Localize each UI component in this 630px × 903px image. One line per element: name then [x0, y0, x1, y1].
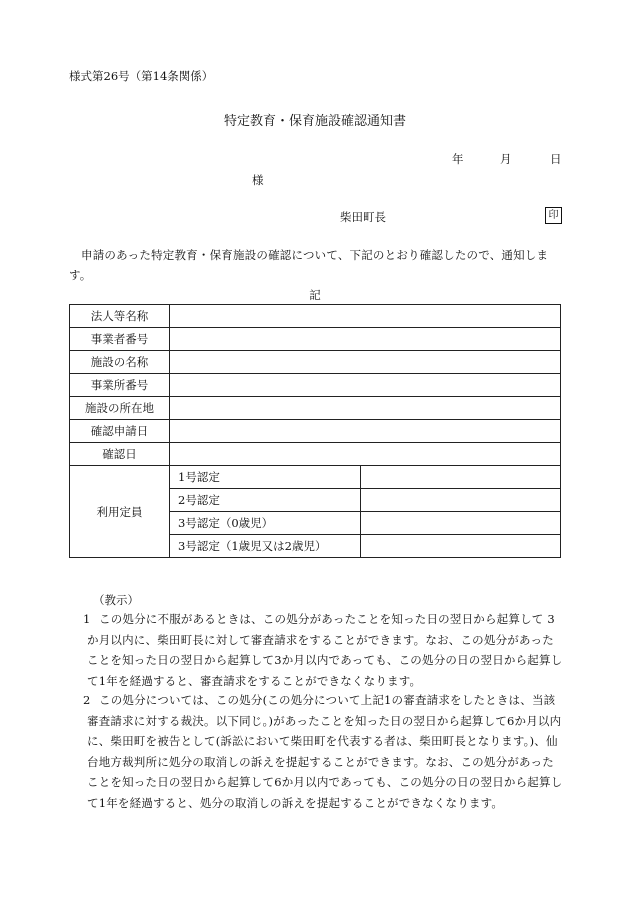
- notice-item-text: この処分に不服があるときは、この処分があったことを知った日の翌日から起算して 3か月以内に、柴田町長に対して審査請求をすることができます。なお、この処分があったことを知った日の翌日から起算して3か月以内であっても、この処分の日の翌日から起算して1年を経過すると、審査請求をすることができなくなります。: [87, 612, 563, 688]
- body-paragraph: 申請のあった特定教育・保育施設の確認について、下記のとおり確認したので、通知します。: [69, 248, 549, 282]
- issuer-name: 柴田町長: [340, 210, 386, 224]
- row-label-application-date: 確認申請日: [70, 420, 170, 443]
- row-label-office-number: 事業所番号: [70, 374, 170, 397]
- form-number: 様式第26号（第14条関係）: [69, 69, 214, 83]
- row-label-capacity: 利用定員: [70, 466, 170, 558]
- row-label-facility-name: 施設の名称: [70, 351, 170, 374]
- row-label-confirmation-date: 確認日: [70, 443, 170, 466]
- value-business-number: [170, 328, 561, 351]
- document-title: 特定教育・保育施設確認通知書: [223, 114, 406, 129]
- capacity-item-value: [361, 535, 561, 558]
- notice-item-text: この処分については、この処分(この処分について上記1の審査請求をしたときは、当該審査請求に対する裁決。以下同じ。)があったことを知った日の翌日から起算して6か月以内に、柴田町を被告として(訴訟において柴田町を代表する者は、柴田町長となります。)、仙台地方裁判所に処分の取消しの訴えを提起することができます。なお、この処分があったことを知った日の翌日から起算して6か月以内であっても、この処分の日の翌日から起算して1年を経過すると、処分の取消しの訴えを提起することができなくなります。: [87, 693, 563, 810]
- notice-item: [69, 690, 563, 813]
- capacity-item-label: 2号認定: [170, 489, 361, 512]
- row-label-corporation-name: 法人等名称: [70, 305, 170, 328]
- capacity-item-value: [361, 512, 561, 535]
- value-corporation-name: [170, 305, 561, 328]
- table-row: [70, 305, 561, 328]
- ki-marker: 記: [309, 288, 321, 302]
- value-office-number: [170, 374, 561, 397]
- facility-info-table: [69, 304, 561, 558]
- capacity-item-label: 3号認定（1歳児又は2歳児）: [170, 535, 361, 558]
- table-row: [70, 374, 561, 397]
- notice-item-number: 2: [83, 693, 91, 707]
- row-label-facility-address: 施設の所在地: [70, 397, 170, 420]
- table-row: [70, 466, 561, 489]
- addressee-suffix: 様: [252, 173, 264, 187]
- capacity-item-label: 3号認定（0歳児）: [170, 512, 361, 535]
- date-day-label: 日: [550, 152, 562, 166]
- table-row: [70, 443, 561, 466]
- value-facility-name: [170, 351, 561, 374]
- capacity-item-value: [361, 466, 561, 489]
- date-year-label: 年: [452, 152, 464, 166]
- table-row: [70, 351, 561, 374]
- notice-item-number: 1: [83, 612, 91, 626]
- table-row: [70, 397, 561, 420]
- date-month-label: 月: [500, 152, 512, 166]
- capacity-item-value: [361, 489, 561, 512]
- table-row: [70, 328, 561, 351]
- notice-item: [69, 609, 563, 691]
- notice-heading: （教示）: [93, 593, 139, 607]
- value-application-date: [170, 420, 561, 443]
- capacity-item-label: 1号認定: [170, 466, 361, 489]
- value-facility-address: [170, 397, 561, 420]
- value-confirmation-date: [170, 443, 561, 466]
- table-row: [70, 420, 561, 443]
- seal-mark: 印: [545, 207, 562, 224]
- row-label-business-number: 事業者番号: [70, 328, 170, 351]
